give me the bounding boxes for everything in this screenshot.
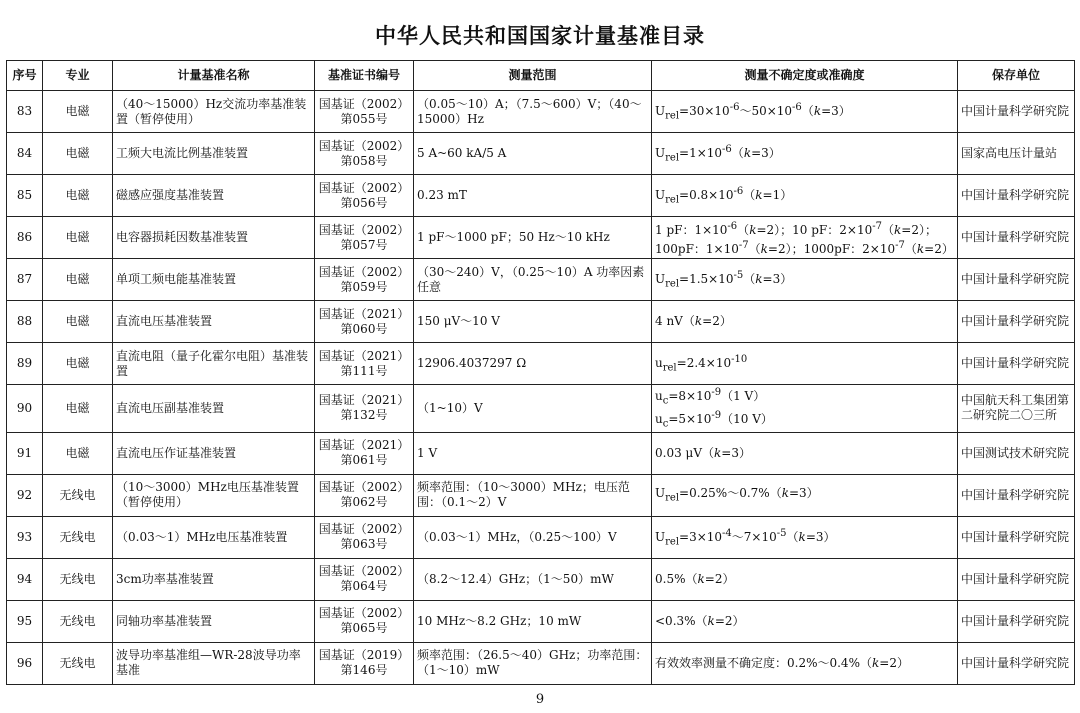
cell-field: 无线电: [43, 558, 113, 600]
cell-no: 92: [7, 474, 43, 516]
cell-cert: 国基证（2002）第059号: [315, 259, 414, 301]
table-row: [7, 175, 1075, 217]
cell-range: （0.05～10）A；（7.5～600）V；（40～15000）Hz: [414, 91, 652, 133]
cell-uncertainty: $u_c=8\times 10^{-9}(1$ V） $u_c=5\times 10^{-9}(10$ V）: [652, 385, 958, 433]
cell-range: 12906.4037297 Ω: [414, 343, 652, 385]
cell-cert: 国基证（2021）第111号: [315, 343, 414, 385]
header-uncertainty: 测量不确定度或准确度: [652, 61, 958, 91]
cell-unit: 中国计量科学研究院: [958, 301, 1075, 343]
cell-unit: 中国计量科学研究院: [958, 343, 1075, 385]
cell-cert: 国基证（2021）第060号: [315, 301, 414, 343]
cell-unit: 中国计量科学研究院: [958, 474, 1075, 516]
cell-no: 95: [7, 600, 43, 642]
cell-no: 94: [7, 558, 43, 600]
table-row: [7, 259, 1075, 301]
cell-unit: 中国计量科学研究院: [958, 175, 1075, 217]
cell-cert: 国基证（2002）第055号: [315, 91, 414, 133]
cell-name: 工频大电流比例基准装置: [113, 133, 315, 175]
table-row: [7, 600, 1075, 642]
table-row: [7, 385, 1075, 433]
cell-field: 电磁: [43, 259, 113, 301]
cell-no: 83: [7, 91, 43, 133]
cell-unit: 中国计量科学研究院: [958, 217, 1075, 259]
header-range: 测量范围: [414, 61, 652, 91]
cell-no: 93: [7, 516, 43, 558]
cell-range: 5 A~60 kA/5 A: [414, 133, 652, 175]
table-row: [7, 474, 1075, 516]
cell-no: 86: [7, 217, 43, 259]
header-field: 专业: [43, 61, 113, 91]
cell-unit: 中国计量科学研究院: [958, 516, 1075, 558]
cell-cert: 国基证（2021）第061号: [315, 432, 414, 474]
cell-uncertainty: $U_{rel}=3\times 10^{-4}\sim 7\times 10^{-5}(k=3)$: [652, 516, 958, 558]
cell-range: 10 MHz～8.2 GHz；10 mW: [414, 600, 652, 642]
table-row: [7, 432, 1075, 474]
cell-unit: 中国计量科学研究院: [958, 259, 1075, 301]
cell-uncertainty: 0.03 μV（k=3）: [652, 432, 958, 474]
table-row: [7, 516, 1075, 558]
cell-name: 同轴功率基准装置: [113, 600, 315, 642]
cell-field: 无线电: [43, 600, 113, 642]
cell-cert: 国基证（2021）第132号: [315, 385, 414, 433]
cell-cert: 国基证（2002）第064号: [315, 558, 414, 600]
cell-name: 电容器损耗因数基准装置: [113, 217, 315, 259]
cell-unit: 中国航天科工集团第二研究院二〇三所: [958, 385, 1075, 433]
table-row: [7, 343, 1075, 385]
cell-cert: 国基证（2002）第058号: [315, 133, 414, 175]
cell-name: 磁感应强度基准装置: [113, 175, 315, 217]
cell-name: 波导功率基准组—WR-28波导功率基准: [113, 642, 315, 684]
cell-name: 直流电压副基准装置: [113, 385, 315, 433]
cell-field: 无线电: [43, 642, 113, 684]
cell-uncertainty: $U_{rel}=0.25\%\sim 0.7\%(k=3)$: [652, 474, 958, 516]
cell-cert: 国基证（2002）第062号: [315, 474, 414, 516]
cell-field: 电磁: [43, 91, 113, 133]
cell-cert: 国基证（2002）第056号: [315, 175, 414, 217]
cell-no: 90: [7, 385, 43, 433]
cell-no: 89: [7, 343, 43, 385]
cell-field: 电磁: [43, 133, 113, 175]
table-row: [7, 217, 1075, 259]
cell-field: 电磁: [43, 175, 113, 217]
cell-uncertainty: <0.3%（k=2）: [652, 600, 958, 642]
cell-name: 直流电压作证基准装置: [113, 432, 315, 474]
metrology-standards-table: [6, 60, 1075, 685]
table-row: [7, 301, 1075, 343]
cell-uncertainty: $U_{rel}=1\times 10^{-6}(k=3)$: [652, 133, 958, 175]
cell-name: 直流电阻（量子化霍尔电阻）基准装置: [113, 343, 315, 385]
cell-cert: 国基证（2002）第065号: [315, 600, 414, 642]
cell-uncertainty: 0.5%（k=2）: [652, 558, 958, 600]
cell-name: 3cm功率基准装置: [113, 558, 315, 600]
cell-name: 直流电压基准装置: [113, 301, 315, 343]
cell-field: 电磁: [43, 385, 113, 433]
cell-uncertainty: $u_{rel}=2.4\times 10^{-10}$: [652, 343, 958, 385]
cell-uncertainty: $U_{rel}=0.8\times 10^{-6}(k=1)$: [652, 175, 958, 217]
cell-field: 无线电: [43, 516, 113, 558]
header-no: 序号: [7, 61, 43, 91]
cell-range: （30～240）V，（0.25～10）A 功率因素任意: [414, 259, 652, 301]
cell-name: （40～15000）Hz交流功率基准装置（暂停使用）: [113, 91, 315, 133]
cell-field: 电磁: [43, 343, 113, 385]
cell-unit: 中国计量科学研究院: [958, 91, 1075, 133]
cell-cert: 国基证（2002）第063号: [315, 516, 414, 558]
cell-no: 91: [7, 432, 43, 474]
cell-no: 88: [7, 301, 43, 343]
cell-field: 无线电: [43, 474, 113, 516]
page-number: 9: [535, 692, 545, 707]
cell-range: 150 μV～10 V: [414, 301, 652, 343]
cell-name: （0.03～1）MHz电压基准装置: [113, 516, 315, 558]
cell-range: 频率范围：（26.5～40）GHz；功率范围：（1～10）mW: [414, 642, 652, 684]
cell-field: 电磁: [43, 217, 113, 259]
cell-uncertainty: 1 pF：$1\times 10^{-6}(k=2)$；10 pF：$2\times 10^{-7}(k=2)$；100pF：$1\times 10^{-7}(k=2)$；1000pF：$2\times 10^{-7}(k=2)$: [652, 217, 958, 259]
cell-unit: 中国计量科学研究院: [958, 642, 1075, 684]
cell-uncertainty: 有效效率测量不确定度：0.2%～0.4%（k=2）: [652, 642, 958, 684]
header-cert: 基准证书编号: [315, 61, 414, 91]
cell-cert: 国基证（2019）第146号: [315, 642, 414, 684]
cell-range: 0.23 mT: [414, 175, 652, 217]
header-name: 计量基准名称: [113, 61, 315, 91]
table-header-row: [7, 61, 1075, 91]
cell-name: 单项工频电能基准装置: [113, 259, 315, 301]
cell-unit: 中国计量科学研究院: [958, 600, 1075, 642]
cell-unit: 中国计量科学研究院: [958, 558, 1075, 600]
cell-no: 96: [7, 642, 43, 684]
cell-no: 85: [7, 175, 43, 217]
cell-range: （1~10）V: [414, 385, 652, 433]
cell-no: 84: [7, 133, 43, 175]
table-row: [7, 558, 1075, 600]
cell-range: 1 V: [414, 432, 652, 474]
cell-uncertainty: 4 nV（k=2）: [652, 301, 958, 343]
cell-cert: 国基证（2002）第057号: [315, 217, 414, 259]
cell-field: 电磁: [43, 301, 113, 343]
cell-field: 电磁: [43, 432, 113, 474]
page-title: 中华人民共和国国家计量基准目录: [375, 24, 705, 48]
table-row: [7, 133, 1075, 175]
cell-range: 1 pF～1000 pF；50 Hz～10 kHz: [414, 217, 652, 259]
cell-uncertainty: $U_{rel}=30\times 10^{-6}\sim 50\times 10^{-6}(k=3)$: [652, 91, 958, 133]
cell-no: 87: [7, 259, 43, 301]
cell-name: （10～3000）MHz电压基准装置（暂停使用）: [113, 474, 315, 516]
cell-range: 频率范围：（10～3000）MHz；电压范围：（0.1～2）V: [414, 474, 652, 516]
cell-range: （8.2～12.4）GHz；（1～50）mW: [414, 558, 652, 600]
cell-uncertainty: $U_{rel}=1.5\times 10^{-5}(k=3)$: [652, 259, 958, 301]
cell-range: （0.03～1）MHz，（0.25～100）V: [414, 516, 652, 558]
table-row: [7, 642, 1075, 684]
header-unit: 保存单位: [958, 61, 1075, 91]
cell-unit: 国家高电压计量站: [958, 133, 1075, 175]
cell-unit: 中国测试技术研究院: [958, 432, 1075, 474]
table-row: [7, 91, 1075, 133]
